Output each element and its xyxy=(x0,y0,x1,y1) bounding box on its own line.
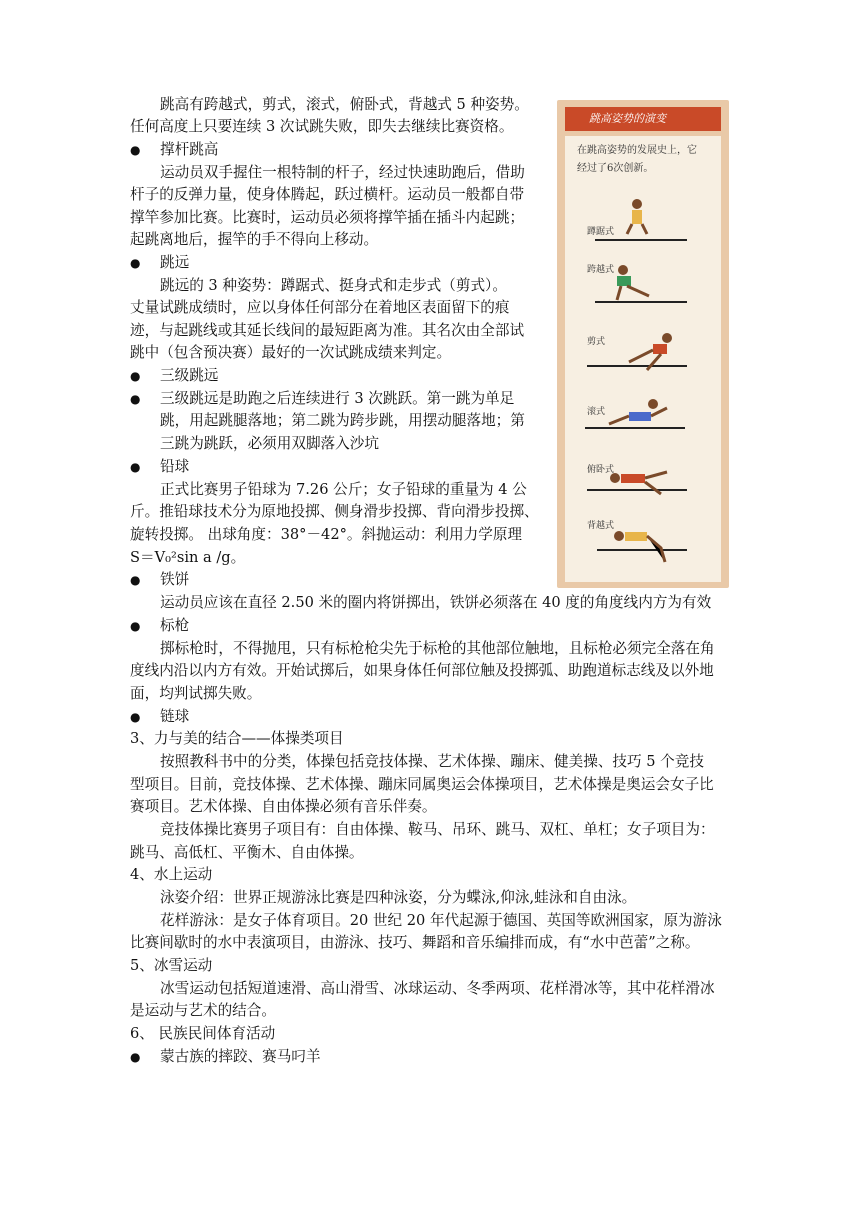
text-line: 型项目。目前，竞技体操、艺术体操、蹦床同属奥运会体操项目，艺术体操是奥运会女子比 xyxy=(130,776,714,793)
text-line: 任何高度上只要连续 3 次试跳失败，即失去继续比赛资格。 xyxy=(130,118,514,135)
label-prone: 俯卧式 xyxy=(587,465,615,475)
bullet-icon: ● xyxy=(130,392,141,406)
text-line: 度线内沿以内方有效。开始试掷后，如果身体任何部位触及投掷弧、助跑道标志线及以外地 xyxy=(130,662,714,679)
bullet-icon: ● xyxy=(130,619,141,633)
jumper-flop-icon xyxy=(614,531,665,562)
text-line: 冰雪运动包括短道速滑、高山滑雪、冰球运动、冬季两项、花样滑冰等，其中花样滑冰 xyxy=(160,980,715,997)
high-jump-illustrations xyxy=(557,100,729,588)
high-jump-evolution-figure xyxy=(557,100,729,588)
text-line: 正式比赛男子铅球为 7.26 公斤；女子铅球的重量为 4 公 xyxy=(160,481,527,498)
text-line: 按照教科书中的分类，体操包括竞技体操、艺术体操、蹦床、健美操、技巧 5 个竞技 xyxy=(160,753,704,770)
label-squat: 蹲踞式 xyxy=(587,227,615,237)
text-line: 5、冰雪运动 xyxy=(130,957,213,974)
text-line: 链球 xyxy=(160,708,190,725)
text-line: 三级跳远是助跑之后连续进行 3 次跳跃。第一跳为单足 xyxy=(160,390,515,407)
text-line: 比赛间歇时的水中表演项目，由游泳、技巧、舞蹈和音乐编排而成，有“水中芭蕾”之称。 xyxy=(130,934,700,951)
jumper-straddle-icon xyxy=(617,265,649,300)
jumper-scissor-icon xyxy=(629,333,672,370)
label-scissor: 剪式 xyxy=(587,337,606,347)
text-line: 跳，用起跳腿落地；第二跳为跨步跳，用摆动腿落地；第 xyxy=(160,412,525,429)
text-line: 花样游泳：是女子体育项目。20 世纪 20 年代起源于德国、英国等欧洲国家，原为游泳 xyxy=(160,912,722,929)
text-line: 跳马、高低杠、平衡木、自由体操。 xyxy=(130,844,364,861)
text-line: 丈量试跳成绩时，应以身体任何部分在着地区表面留下的痕 xyxy=(130,299,510,316)
text-line: 跳远的 3 种姿势：蹲踞式、挺身式和走步式（剪式）。 xyxy=(160,277,507,294)
text-line: 跳远 xyxy=(160,254,190,271)
bullet-icon: ● xyxy=(130,369,141,383)
bullet-icon: ● xyxy=(130,573,141,587)
jumper-roll-icon xyxy=(609,399,667,424)
text-line: 4、水上运动 xyxy=(130,866,213,883)
text-line: 泳姿介绍：世界正规游泳比赛是四种泳姿，分为蝶泳,仰泳,蛙泳和自由泳。 xyxy=(160,889,637,906)
bullet-icon: ● xyxy=(130,143,141,157)
jumper-squat-icon xyxy=(627,199,647,234)
figure-title: 跳高姿势的演变 xyxy=(565,107,721,131)
text-line: 铅球 xyxy=(160,458,190,475)
label-straddle: 跨越式 xyxy=(587,265,615,275)
bullet-icon: ● xyxy=(130,256,141,270)
bullet-icon: ● xyxy=(130,460,141,474)
text-line: 标枪 xyxy=(160,617,190,634)
label-flop: 背越式 xyxy=(587,521,615,531)
text-line: 三跳为跳跃，必须用双脚落入沙坑 xyxy=(160,435,379,452)
text-line: 撑竿参加比赛。比赛时，运动员必须将撑竿插在插斗内起跳； xyxy=(130,209,525,226)
text-line: 迹，与起跳线或其延长线间的最短距离为准。其名次由全部试 xyxy=(130,322,525,339)
text-line: 蒙古族的摔跤、赛马叼羊 xyxy=(160,1048,321,1065)
text-line: 撑杆跳高 xyxy=(160,141,219,158)
text-line: 赛项目。艺术体操、自由体操必须有音乐伴奏。 xyxy=(130,798,437,815)
text-line: 杆子的反弹力量，使身体腾起，跃过横杆。运动员一般都自带 xyxy=(130,186,525,203)
text-line: 三级跳远 xyxy=(160,367,219,384)
text-line: 6、 民族民间体育活动 xyxy=(130,1025,276,1042)
text-line: 竞技体操比赛男子项目有：自由体操、鞍马、吊环、跳马、双杠、单杠；女子项目为： xyxy=(160,821,715,838)
text-line: 运动员应该在直径 2.50 米的圈内将饼掷出，铁饼必须落在 40 度的角度线内方为有效 xyxy=(160,594,712,611)
text-line: 旋转投掷。 出球角度：38°－42°。斜抛运动：利用力学原理 xyxy=(130,526,523,543)
text-line: 是运动与艺术的结合。 xyxy=(130,1002,276,1019)
text-line: 3、力与美的结合——体操类项目 xyxy=(130,730,344,747)
text-line: 运动员双手握住一根特制的杆子，经过快速助跑后，借助 xyxy=(160,164,525,181)
text-line: 斤。推铅球技术分为原地投掷、侧身滑步投掷、背向滑步投掷、 xyxy=(130,503,539,520)
text-line: 铁饼 xyxy=(160,571,190,588)
text-line: S＝V₀²sin a /g。 xyxy=(130,549,246,566)
bullet-icon: ● xyxy=(130,1050,141,1064)
figure-intro: 在跳高姿势的发展史上，它经过了6次创新。 xyxy=(577,145,697,174)
text-line: 跳高有跨越式，剪式，滚式，俯卧式，背越式 5 种姿势。 xyxy=(160,96,529,113)
text-line: 面，均判试掷失败。 xyxy=(130,685,262,702)
bullet-icon: ● xyxy=(130,710,141,724)
text-line: 起跳离地后，握竿的手不得向上移动。 xyxy=(130,231,379,248)
text-line: 掷标枪时，不得抛甩，只有标枪枪尖先于标枪的其他部位触地，且标枪必须完全落在角 xyxy=(160,640,715,657)
label-roll: 滚式 xyxy=(587,407,606,417)
text-line: 跳中（包含预决赛）最好的一次试跳成绩来判定。 xyxy=(130,344,452,361)
